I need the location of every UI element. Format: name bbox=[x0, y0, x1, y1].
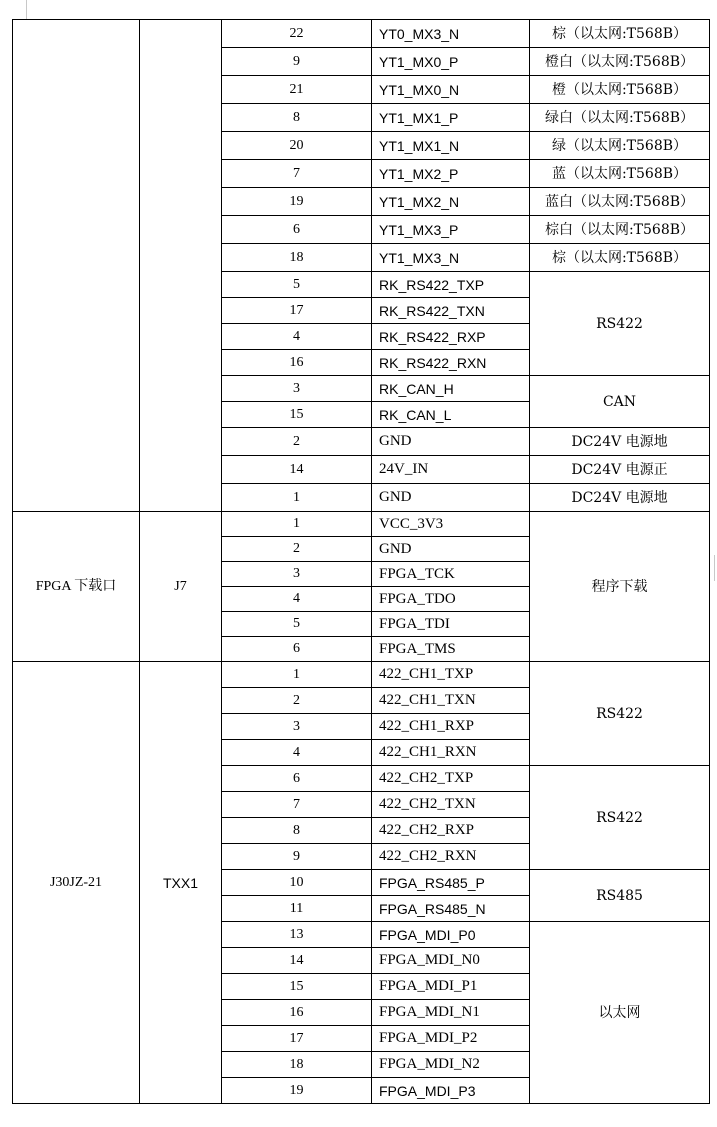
signal-cell: 422_CH1_RXN bbox=[372, 740, 530, 766]
signal-cell: FPGA_RS485_P bbox=[372, 870, 530, 896]
connector-cell bbox=[140, 20, 222, 512]
pin-cell: 15 bbox=[222, 974, 372, 1000]
pin-cell: 3 bbox=[222, 562, 372, 587]
signal-cell: RK_RS422_TXN bbox=[372, 298, 530, 324]
group-cell bbox=[13, 20, 140, 512]
signal-cell: 24V_IN bbox=[372, 456, 530, 484]
description-cell: RS485 bbox=[530, 870, 710, 922]
signal-cell: RK_RS422_RXP bbox=[372, 324, 530, 350]
description-cell: 棕（以太网:T568B） bbox=[530, 20, 710, 48]
signal-cell: YT1_MX0_P bbox=[372, 48, 530, 76]
pin-cell: 1 bbox=[222, 662, 372, 688]
pin-cell: 9 bbox=[222, 844, 372, 870]
signal-cell: FPGA_MDI_N2 bbox=[372, 1052, 530, 1078]
signal-cell: FPGA_MDI_N0 bbox=[372, 948, 530, 974]
pin-cell: 13 bbox=[222, 922, 372, 948]
description-cell: 橙白（以太网:T568B） bbox=[530, 48, 710, 76]
signal-cell: 422_CH1_TXN bbox=[372, 688, 530, 714]
pin-cell: 8 bbox=[222, 104, 372, 132]
pin-cell: 4 bbox=[222, 740, 372, 766]
signal-cell: RK_CAN_L bbox=[372, 402, 530, 428]
pin-cell: 14 bbox=[222, 948, 372, 974]
pin-cell: 17 bbox=[222, 298, 372, 324]
pin-cell: 17 bbox=[222, 1026, 372, 1052]
pin-cell: 21 bbox=[222, 76, 372, 104]
description-cell: 蓝（以太网:T568B） bbox=[530, 160, 710, 188]
pin-cell: 14 bbox=[222, 456, 372, 484]
pin-cell: 9 bbox=[222, 48, 372, 76]
pin-cell: 6 bbox=[222, 637, 372, 662]
description-cell: 以太网 bbox=[530, 922, 710, 1104]
signal-cell: GND bbox=[372, 537, 530, 562]
description-cell: DC24V 电源正 bbox=[530, 456, 710, 484]
signal-cell: RK_RS422_RXN bbox=[372, 350, 530, 376]
signal-cell: FPGA_MDI_P0 bbox=[372, 922, 530, 948]
signal-cell: YT1_MX3_P bbox=[372, 216, 530, 244]
signal-cell: YT1_MX1_N bbox=[372, 132, 530, 160]
pin-cell: 5 bbox=[222, 272, 372, 298]
pin-cell: 22 bbox=[222, 20, 372, 48]
signal-cell: FPGA_TDI bbox=[372, 612, 530, 637]
signal-cell: 422_CH1_RXP bbox=[372, 714, 530, 740]
pin-cell: 3 bbox=[222, 714, 372, 740]
signal-cell: FPGA_MDI_N1 bbox=[372, 1000, 530, 1026]
table-row bbox=[13, 662, 710, 688]
pin-cell: 20 bbox=[222, 132, 372, 160]
pin-cell: 19 bbox=[222, 1078, 372, 1104]
signal-cell: YT0_MX3_N bbox=[372, 20, 530, 48]
description-cell: DC24V 电源地 bbox=[530, 428, 710, 456]
description-cell: RS422 bbox=[530, 662, 710, 766]
pin-cell: 6 bbox=[222, 766, 372, 792]
description-cell: 程序下载 bbox=[530, 512, 710, 662]
signal-cell: YT1_MX0_N bbox=[372, 76, 530, 104]
page-edge-line bbox=[714, 555, 715, 581]
signal-cell: YT1_MX1_P bbox=[372, 104, 530, 132]
pin-cell: 3 bbox=[222, 376, 372, 402]
pin-cell: 1 bbox=[222, 512, 372, 537]
description-cell: 橙（以太网:T568B） bbox=[530, 76, 710, 104]
pin-cell: 5 bbox=[222, 612, 372, 637]
pin-cell: 6 bbox=[222, 216, 372, 244]
signal-cell: FPGA_MDI_P2 bbox=[372, 1026, 530, 1052]
pin-cell: 18 bbox=[222, 1052, 372, 1078]
description-cell: RS422 bbox=[530, 272, 710, 376]
connector-cell: TXX1 bbox=[140, 662, 222, 1104]
table-row bbox=[13, 512, 710, 537]
description-cell: DC24V 电源地 bbox=[530, 484, 710, 512]
signal-cell: YT1_MX2_N bbox=[372, 188, 530, 216]
pin-cell: 2 bbox=[222, 428, 372, 456]
pin-definition-table bbox=[12, 19, 710, 1104]
table-row bbox=[13, 20, 710, 48]
page-edge-line bbox=[26, 0, 27, 20]
description-cell: 棕（以太网:T568B） bbox=[530, 244, 710, 272]
description-cell: 蓝白（以太网:T568B） bbox=[530, 188, 710, 216]
description-cell: RS422 bbox=[530, 766, 710, 870]
pin-cell: 11 bbox=[222, 896, 372, 922]
pin-cell: 16 bbox=[222, 1000, 372, 1026]
signal-cell: VCC_3V3 bbox=[372, 512, 530, 537]
signal-cell: RK_CAN_H bbox=[372, 376, 530, 402]
signal-cell: YT1_MX2_P bbox=[372, 160, 530, 188]
pin-cell: 1 bbox=[222, 484, 372, 512]
signal-cell: FPGA_TCK bbox=[372, 562, 530, 587]
pin-cell: 2 bbox=[222, 688, 372, 714]
signal-cell: 422_CH1_TXP bbox=[372, 662, 530, 688]
pin-cell: 8 bbox=[222, 818, 372, 844]
pin-cell: 18 bbox=[222, 244, 372, 272]
signal-cell: 422_CH2_TXN bbox=[372, 792, 530, 818]
pin-cell: 16 bbox=[222, 350, 372, 376]
pin-cell: 4 bbox=[222, 587, 372, 612]
pin-cell: 2 bbox=[222, 537, 372, 562]
signal-cell: YT1_MX3_N bbox=[372, 244, 530, 272]
description-cell: 绿白（以太网:T568B） bbox=[530, 104, 710, 132]
signal-cell: FPGA_TDO bbox=[372, 587, 530, 612]
connector-cell: J7 bbox=[140, 512, 222, 662]
description-cell: 绿（以太网:T568B） bbox=[530, 132, 710, 160]
pin-cell: 15 bbox=[222, 402, 372, 428]
description-cell: CAN bbox=[530, 376, 710, 428]
signal-cell: 422_CH2_RXP bbox=[372, 818, 530, 844]
signal-cell: FPGA_RS485_N bbox=[372, 896, 530, 922]
signal-cell: RK_RS422_TXP bbox=[372, 272, 530, 298]
description-cell: 棕白（以太网:T568B） bbox=[530, 216, 710, 244]
signal-cell: 422_CH2_TXP bbox=[372, 766, 530, 792]
signal-cell: FPGA_TMS bbox=[372, 637, 530, 662]
signal-cell: GND bbox=[372, 484, 530, 512]
pin-cell: 4 bbox=[222, 324, 372, 350]
group-cell: J30JZ-21 bbox=[13, 662, 140, 1104]
signal-cell: GND bbox=[372, 428, 530, 456]
group-cell: FPGA 下载口 bbox=[13, 512, 140, 662]
pin-cell: 10 bbox=[222, 870, 372, 896]
signal-cell: FPGA_MDI_P1 bbox=[372, 974, 530, 1000]
pin-cell: 19 bbox=[222, 188, 372, 216]
pin-cell: 7 bbox=[222, 792, 372, 818]
signal-cell: 422_CH2_RXN bbox=[372, 844, 530, 870]
pin-cell: 7 bbox=[222, 160, 372, 188]
signal-cell: FPGA_MDI_P3 bbox=[372, 1078, 530, 1104]
